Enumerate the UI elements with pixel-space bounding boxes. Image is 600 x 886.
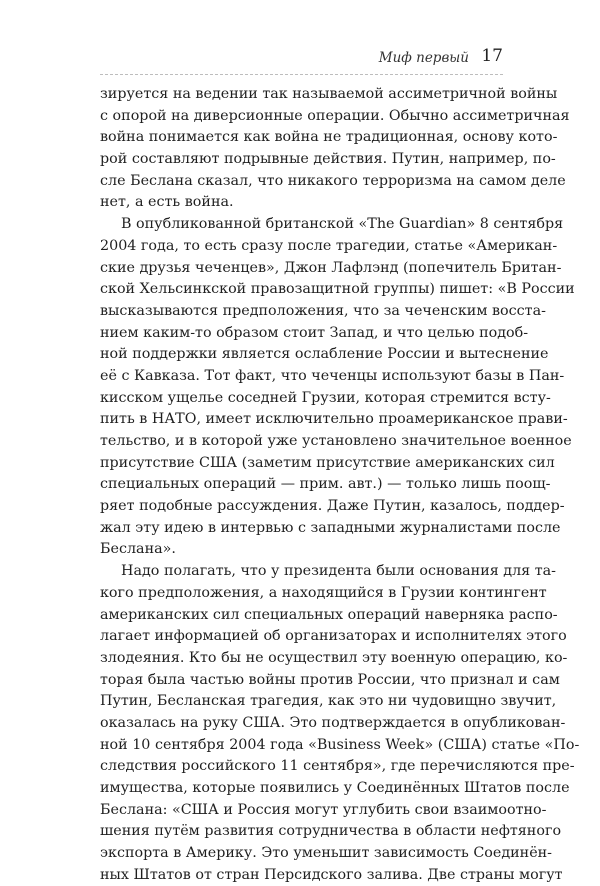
text-line: нет, а есть война.: [100, 194, 234, 211]
text-line: ной поддержки является ослабление России и вытеснение: [100, 346, 549, 363]
text-line: специальных операций — прим. авт.) — только лишь поощ-: [100, 476, 551, 493]
text-line: экспорта в Америку. Это уменьшит зависимость Соединён-: [100, 845, 553, 862]
text-line: сле Беслана сказал, что никакого терроризма на самом деле: [100, 172, 566, 189]
text-line: кого предположения, а находящийся в Грузии контингент: [100, 584, 547, 601]
text-line: кисском ущелье соседней Грузии, которая стремится всту-: [100, 389, 551, 406]
text-line: следствия российского 11 сентября», где перечисляются пре-: [100, 758, 575, 775]
text-line: американских сил специальных операций наверняка распо-: [100, 606, 558, 623]
paragraph: [100, 214, 575, 561]
text-line: Беслана».: [100, 541, 176, 558]
text-line: присутствие США (заметим присутствие американских сил: [100, 454, 555, 471]
text-line: с опорой на диверсионные операции. Обычно ассиметричная: [100, 107, 570, 124]
text-line: злодеяния. Кто бы не осуществил эту военную операцию, ко-: [100, 649, 568, 666]
text-line: имущества, которые появились у Соединённых Штатов после: [100, 780, 570, 796]
page-header: [100, 44, 503, 75]
text-line: ной 10 сентября 2004 года «Business Week» (США) статье «По-: [100, 736, 580, 753]
text-line: тельство, и в которой уже установлено значительное военное: [100, 433, 572, 449]
text-line: ской Хельсинкской правозащитной группы) пишет: «В России: [100, 281, 575, 298]
text-line: ские друзья чеченцев», Джон Лафлэнд (попечитель Британ-: [100, 259, 562, 276]
text-line: рой составляют подрывные действия. Путин, например, по-: [100, 151, 556, 168]
text-line: торая была частью войны против России, что признал и сам: [100, 671, 560, 688]
text-line: война понимается как война не традиционная, основу кото-: [100, 129, 558, 146]
running-title: Миф первый: [378, 50, 469, 66]
text-line: пить в НАТО, имеет исключительно проамериканское прави-: [100, 411, 568, 428]
text-line: Путин, Бесланская трагедия, как это ни чудовищно звучит,: [100, 693, 557, 710]
text-line: высказываются предположения, что за чеченским восста-: [100, 302, 546, 319]
paragraph: [100, 561, 580, 886]
text-line: зируется на ведении так называемой ассиметричной войны: [100, 86, 558, 102]
text-line: 2004 года, то есть сразу после трагедии, статье «Американ-: [100, 237, 558, 254]
text-line: лагает информацией об организаторах и исполнителях этого: [100, 628, 567, 645]
text-line: шения путём развития сотрудничества в области нефтяного: [100, 823, 562, 840]
text-line: ряет подобные рассуждения. Даже Путин, казалось, поддер-: [100, 498, 565, 515]
text-line: оказалась на руку США. Это подтверждается в опубликован-: [100, 714, 566, 731]
body-text: [100, 84, 580, 886]
text-line: её с Кавказа. Тот факт, что чеченцы используют базы в Пан-: [100, 367, 565, 384]
text-line: нием каким-то образом стоит Запад, и что целью подоб-: [100, 324, 529, 341]
text-line: Надо полагать, что у президента были основания для та-: [121, 563, 556, 580]
text-line: жал эту идею в интервью с западными журналистами после: [100, 519, 561, 536]
text-line: Беслана: «США и Россия могут углубить свои взаимоотно-: [100, 801, 547, 818]
paragraph: [100, 84, 570, 214]
text-line: ных Штатов от стран Персидского залива. Две страны могут: [100, 866, 563, 883]
page-number: 17: [481, 46, 503, 66]
text-line: В опубликованной британской «The Guardian» 8 сентября: [121, 216, 564, 233]
